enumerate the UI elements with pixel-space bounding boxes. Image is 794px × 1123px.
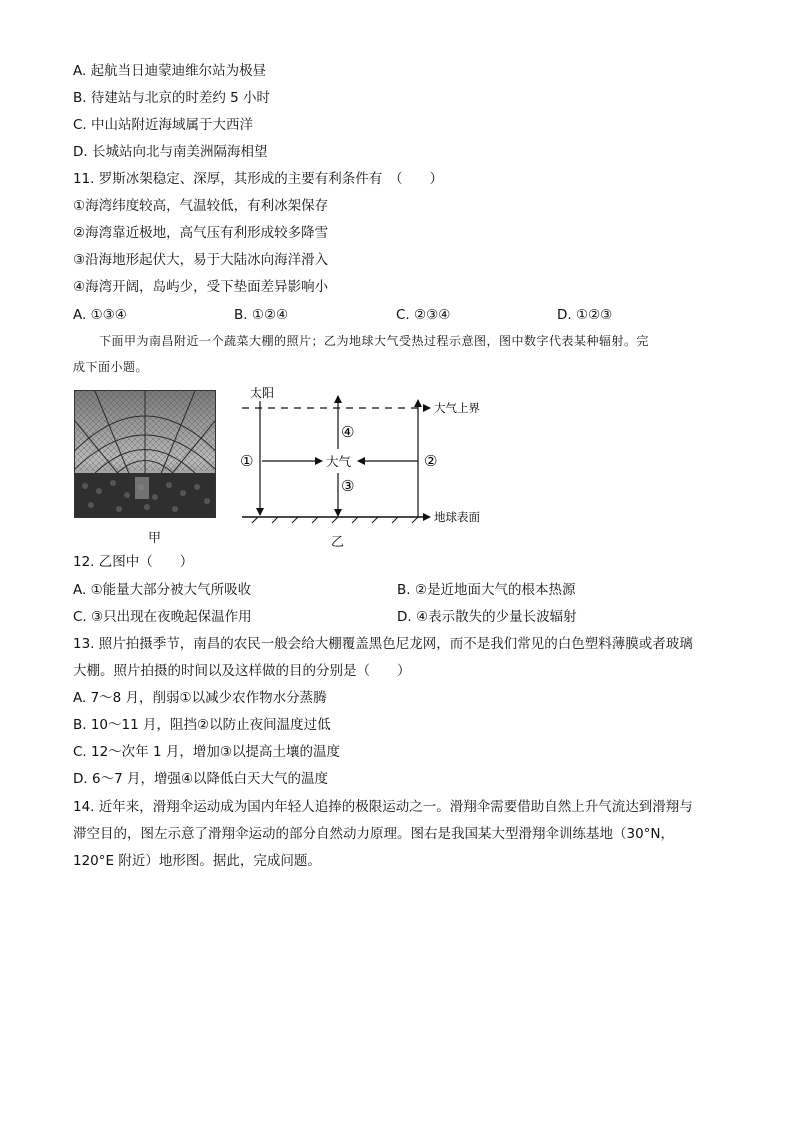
greenhouse-photo-image [75, 391, 215, 517]
q11-option-c: C. ②③④ [396, 307, 451, 323]
q10-option-a: A. 起航当日迪蒙迪维尔站为极昼 [73, 63, 267, 79]
q10-option-b: B. 待建站与北京的时差约 5 小时 [73, 90, 271, 106]
q12-option-b: B. ②是近地面大气的根本热源 [397, 582, 576, 598]
q12-option-a: A. ①能量大部分被大气所吸收 [73, 582, 252, 598]
greenhouse-photo [74, 390, 216, 518]
q13-option-a: A. 7～8 月，削弱①以减少农作物水分蒸腾 [73, 690, 327, 706]
atmosphere-top-label: 大气上界 [434, 401, 480, 415]
photo-caption: 甲 [148, 531, 162, 546]
q11-item-2: ②海湾靠近极地，高气压有利形成较多降雪 [73, 225, 329, 241]
q10-option-d: D. 长城站向北与南美洲隔海相望 [73, 144, 268, 160]
q11-item-4: ④海湾开阔，岛屿少，受下垫面差异影响小 [73, 279, 329, 295]
q12-option-c: C. ③只出现在夜晚起保温作用 [73, 609, 252, 625]
ground-hatching [252, 517, 418, 523]
q13-option-c: C. 12～次年 1 月，增加③以提高土壤的温度 [73, 744, 340, 760]
q13-stem-line-1: 13. 照片拍摄季节，南昌的农民一般会给大棚覆盖黑色尼龙网，而不是我们常见的白色塑料薄膜或者玻璃 [73, 636, 693, 652]
q11-stem: 11. 罗斯冰架稳定、深厚，其形成的主要有利条件有 （ ） [73, 171, 444, 187]
atmosphere-label: 大气 [326, 454, 352, 469]
q13-option-d: D. 6～7 月，增强④以降低白天大气的温度 [73, 771, 329, 787]
intro-line-1: 下面甲为南昌附近一个蔬菜大棚的照片；乙为地球大气受热过程示意图，图中数字代表某种辐射。完 [99, 334, 650, 348]
q12-stem: 12. 乙图中（ ） [73, 554, 194, 570]
q14-line-3: 120°E 附近）地形图。据此，完成问题。 [73, 853, 321, 869]
radiation-2-label: ② [424, 452, 438, 470]
q14-line-2: 滞空目的，图左示意了滑翔伞运动的部分自然动力原理。图右是我国某大型滑翔伞训练基地（30°N， [73, 826, 675, 842]
q11-item-1: ①海湾纬度较高，气温较低，有利冰架保存 [73, 198, 329, 214]
q13-stem-line-2: 大棚。照片拍摄的时间以及这样做的目的分别是（ ） [73, 663, 411, 679]
sun-label: 太阳 [250, 386, 275, 400]
radiation-1-label: ① [240, 452, 254, 470]
q14-line-1: 14. 近年来，滑翔伞运动成为国内年轻人追捧的极限运动之一。滑翔伞需要借助自然上升气流达到滑翔与 [73, 799, 693, 815]
earth-surface-label: 地球表面 [434, 510, 480, 524]
q11-item-3: ③沿海地形起伏大，易于大陆冰向海洋滑入 [73, 252, 329, 268]
q11-option-a: A. ①③④ [73, 307, 127, 323]
q11-option-b: B. ①②④ [234, 307, 289, 323]
radiation-4-label: ④ [341, 423, 355, 441]
q11-option-d: D. ①②③ [557, 307, 613, 323]
intro-line-2: 成下面小题。 [73, 360, 149, 374]
q13-option-b: B. 10～11 月，阻挡②以防止夜间温度过低 [73, 717, 331, 733]
radiation-3-label: ③ [341, 477, 355, 495]
diagram-caption: 乙 [331, 535, 345, 550]
atmosphere-heating-diagram [236, 383, 496, 548]
q12-option-d: D. ④表示散失的少量长波辐射 [397, 609, 577, 625]
q10-option-c: C. 中山站附近海域属于大西洋 [73, 117, 254, 133]
